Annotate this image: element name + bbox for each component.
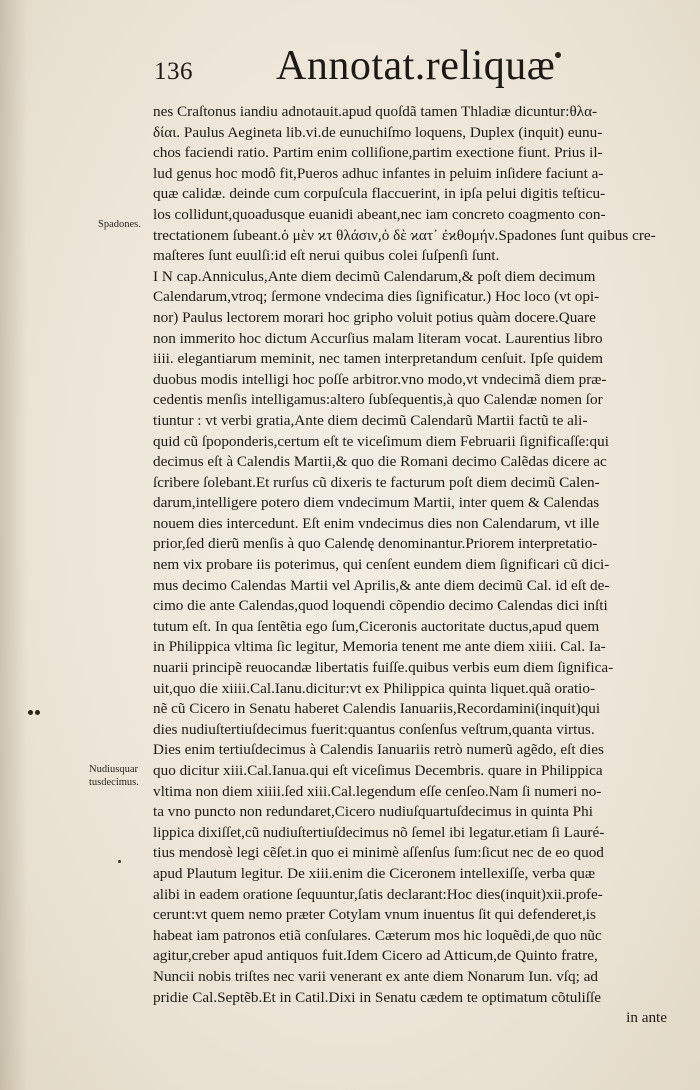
text-line: I N cap.Anniculus,Ante diem decimũ Calendarum,& poſt diem decimum (153, 267, 596, 285)
text-line: maſteres ſunt euulſi:id eſt nerui quibus colei ſuſpenſi ſunt. (153, 247, 500, 265)
ornament-dot (555, 52, 561, 58)
text-line: apud Plautum legitur. De xiii.enim die Ciceronem intellexiſſe, verba quæ (153, 864, 596, 882)
text-line: ſcribere ſolebant.Et rurſus cũ dixeris te facturum poſt diem decimũ Calen- (153, 473, 600, 491)
text-line: cimo die ante Calendas,quod loquendi cõpendio decimo Calendas dici inſti (153, 597, 608, 615)
text-line: pridie Cal.Septẽb.Et in Catil.Dixi in Senatu cædem te optimatum cõtuliſſe (153, 988, 601, 1006)
catchword: in ante (626, 1009, 667, 1027)
text-line: nes Craſtonus iandiu adnotauit.apud quoſdã tamen Thladiæ dicuntur:θλα- (153, 103, 598, 120)
margin-note-line: tusdecimus. (89, 777, 139, 788)
body-text (153, 102, 673, 1029)
text-line: nouem dies intercedunt. Eſt enim vndecimus dies non Calendarum, vt ille (153, 514, 600, 532)
text-line: vltima non diem xiiii.ſed xiii.Cal.legendum eſſe cenſeo.Nam ſi numeri no- (153, 782, 602, 800)
text-line: chos faciendi ratio. Partim enim colliſione,partim exectione fiunt. Prius il- (153, 144, 603, 162)
text-line: cerunt:vt quem nemo præter Cotylam vnum inuentus ſit qui defenderet,is (153, 906, 596, 924)
text-line: trectationem ſubeant.ὁ μὲν ϰτ θλάσιν,ὁ δὲ ϰατ᾽ ἐϰθομήν.Spadones ſunt quibus cre- (153, 226, 656, 244)
text-line: dies nudiuſtertiuſdecimus fuerit:quantus conſenſus veſtrum,quanta virtus. (153, 720, 595, 738)
running-head: Annotat.reliquæ (276, 43, 556, 89)
text-line: quid cũ ſpoponderis,certum eſt te viceſimum diem Februarii ſignificaſſe:qui (153, 432, 609, 450)
text-line: ta vno puncto non redundaret,Cicero nudiuſquartuſdecimus in quinta Phi (153, 803, 593, 821)
text-line: nem vix probare iis poterimus, qui cenſent eundem diem ſignificari cũ dici- (153, 556, 610, 574)
text-line: nor) Paulus lectorem morari hoc gripho voluit potius quàm docere.Quare (153, 308, 596, 326)
text-line: tiuntur : vt verbi gratia,Ante diem decimũ Calendarũ Martii factũ te ali- (153, 411, 588, 429)
text-line: cedentis menſis intelligamus:altero ſubſequentis,à quo Calendæ nomen ſor (153, 391, 603, 409)
ink-dots (28, 702, 42, 720)
text-line: darum,intelligere potero diem vndecimum Martii, inter quem & Calendas (153, 494, 600, 512)
text-line: lippica dixiſſet,cũ nudiuſtertiuſdecimus nõ ſemel ibi legatur.etiam ſi Lauré- (153, 823, 605, 841)
text-line: agitur,creber apud antiquos fuit.Idem Cicero ad Atticum,de Quinto fratre, (153, 947, 598, 965)
text-line: habeat iam patronos etiã conſulares. Cæterum mos hic loquẽdi,de quo nũc (153, 926, 602, 944)
text-line: mus decimo Calendas Martii vel Aprilis,& ante diem decimũ Cal. id eſt de- (153, 576, 610, 594)
text-line: iiii. elegantiarum meminit, nec tamen interpretandum cenſuit. Ipſe quidem (153, 350, 603, 368)
text-line: los collidunt,quoadusque euanidi abeant,nec iam concreto coagmento con- (153, 205, 606, 223)
text-line: non immerito hoc dictum Accurſius malam literam vocat. Laurentius libro (153, 329, 603, 347)
text-line: in Philippica vltima ſic legitur, Memoria tenent me ante diem xiiii. Cal. Ia- (153, 638, 606, 656)
text-line: duobus modis intelligi hoc poſſe arbitror.vno modo,vt vndecimã diem præ- (153, 370, 607, 388)
margin-note-nudiusquartusdecimus (89, 763, 139, 789)
text-line: quæ calidæ. deinde cum corpuſcula flaccuerint, in ipſa pelui digitis teſticu- (153, 185, 606, 203)
text-line: nẽ cũ Cicero in Senatu haberet Calendis Ianuariis,Recordamini(inquit)qui (153, 700, 601, 718)
text-line: alibi in eadem oratione ſequuntur,ſatis declarant:Hoc dies(inquit)xii.profe- (153, 885, 603, 903)
text-line: δίαι. Paulus Aegineta lib.vi.de eunuchiſmo loquens, Duplex (inquit) eunu- (153, 123, 603, 141)
text-line: Nuncii nobis triſtes nec varii venerant ex ante diem Nonarum Iun. vſq; ad (153, 967, 598, 985)
text-line: prior,ſed dierũ menſis à quo Calendę denominantur.Priorem interpretatio- (153, 535, 598, 553)
text-line: quo dicitur xiii.Cal.Ianua.qui eſt viceſimus Decembris. quare in Philippica (153, 762, 603, 779)
text-line: Calendarum,vtroq; ſermone vndecima dies ſignificatur.) Hoc loco (vt opi- (153, 288, 600, 306)
text-line: Dies enim tertiuſdecimus à Calendis Ianuariis retrò numerũ agẽdo, eſt dies (153, 741, 604, 759)
text-line: lud genus hoc modô fit,Pueros adhuc infantes in peluim inſidere faciunt a- (153, 164, 604, 182)
margin-note-spadones: Spadones. (98, 219, 141, 230)
margin-note-line: Nudiusquar (89, 764, 138, 775)
text-line: tius mendosè legi cẽſet.in quo ei minimè aſſenſus ſum:ſicut nec de eo quod (153, 844, 604, 862)
text-line: uit,quo die xiiii.Cal.Ianu.dicitur:vt ex Philippica quinta liquet.quã oratio- (153, 679, 596, 697)
text-line: nuarii principẽ reuocandæ libertatis fuiſſe.quibus verbis eum diem ſignifica- (153, 659, 614, 677)
text-line: tutum eſt. In qua ſentẽtia ego ſum,Ciceronis auctoritate ductus,apud quem (153, 617, 600, 635)
text-line: decimus eſt à Calendis Martii,& quo die Romani decimo Calẽdas dicere ac (153, 453, 607, 471)
gutter-shadow (0, 0, 28, 1090)
ink-speck (118, 860, 121, 863)
page-number: 136 (154, 58, 193, 85)
